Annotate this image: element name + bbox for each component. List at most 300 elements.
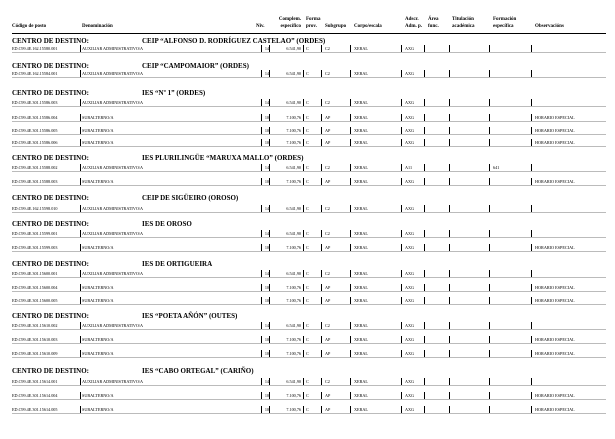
column-divider	[401, 205, 402, 212]
column-divider	[80, 164, 81, 171]
cell-code: ED.C99.4E.301.15588.002	[12, 165, 58, 170]
row-rule	[12, 357, 606, 358]
table-row	[0, 177, 615, 186]
column-divider	[531, 230, 532, 237]
cell-sub: AP	[325, 140, 331, 145]
column-divider	[449, 336, 450, 343]
cell-comp: 7.100,76	[286, 140, 301, 145]
cell-forma: C	[306, 298, 309, 303]
row-rule	[12, 385, 606, 386]
column-divider	[321, 297, 322, 304]
cell-comp: 6.541,90	[286, 271, 301, 276]
column-divider	[424, 164, 425, 171]
column-divider	[321, 164, 322, 171]
column-divider	[303, 139, 304, 146]
cell-forma: C	[306, 245, 309, 250]
column-divider	[321, 205, 322, 212]
column-divider	[321, 139, 322, 146]
cell-niv: 14	[264, 271, 269, 276]
cell-corpo: XERAL	[354, 245, 368, 250]
cell-adscr: AXG	[405, 140, 415, 145]
table-row	[0, 349, 615, 358]
cell-niv: 10	[264, 285, 269, 290]
column-divider	[449, 270, 450, 277]
header-formacion-2: específica	[493, 24, 514, 29]
column-divider	[321, 406, 322, 413]
column-divider	[489, 70, 490, 77]
cell-code: ED.C99.4E.162.15580.001	[12, 46, 58, 51]
column-divider	[449, 99, 450, 106]
cell-adscr: A11	[405, 165, 413, 170]
cell-forma: C	[306, 351, 309, 356]
cell-den: AUXILIAR ADMINISTRATIVO/A	[82, 271, 144, 276]
header-subgrupo: Subgrupo	[325, 24, 347, 29]
centro-destino-label: CENTRO DE DESTINO:	[12, 260, 90, 268]
column-divider	[350, 205, 351, 212]
cell-comp: 7.100,76	[286, 245, 301, 250]
table-row	[0, 335, 615, 344]
column-divider	[80, 336, 81, 343]
cell-obs: HORARIO ESPECIAL	[535, 393, 575, 398]
column-divider	[531, 164, 532, 171]
column-divider	[489, 164, 490, 171]
column-divider	[401, 164, 402, 171]
column-divider	[489, 270, 490, 277]
cell-adscr: AXG	[405, 351, 415, 356]
column-divider	[424, 336, 425, 343]
header-complem-2: específico	[280, 24, 301, 29]
table-header	[0, 0, 615, 36]
column-divider	[321, 350, 322, 357]
cell-forma: C	[306, 46, 309, 51]
cell-corpo: XERAL	[354, 351, 368, 356]
cell-niv: 14	[264, 206, 269, 211]
cell-corpo: XERAL	[354, 379, 368, 384]
cell-comp: 6.541,90	[286, 71, 301, 76]
row-rule	[12, 304, 606, 305]
column-divider	[269, 70, 270, 77]
cell-adscr: AXG	[405, 407, 415, 412]
column-divider	[449, 297, 450, 304]
cell-adscr: AXG	[405, 298, 415, 303]
column-divider	[321, 99, 322, 106]
header-denominacion: Denominación	[82, 24, 113, 29]
column-divider	[449, 392, 450, 399]
column-divider	[269, 45, 270, 52]
header-adscr-1: Adscr.	[405, 17, 419, 22]
cell-niv: 10	[264, 393, 269, 398]
column-divider	[321, 284, 322, 291]
header-titulacion-2: académica	[452, 24, 475, 29]
cell-sub: C2	[325, 46, 330, 51]
column-divider	[269, 336, 270, 343]
cell-adscr: AXG	[405, 71, 415, 76]
cell-forma: C	[306, 271, 309, 276]
column-divider	[269, 270, 270, 277]
column-divider	[80, 406, 81, 413]
column-divider	[303, 205, 304, 212]
cell-code: ED.C99.4E.301.15599.001	[12, 231, 58, 236]
column-divider	[269, 350, 270, 357]
cell-sub: C2	[325, 231, 330, 236]
cell-corpo: XERAL	[354, 165, 368, 170]
cell-den: AUXILIAR ADMINISTRATIVO/A	[82, 46, 144, 51]
table-row	[0, 98, 615, 107]
centro-destino-name: CEIP “ALFONSO D. RODRÍGUEZ CASTELAO” (ORDES)	[142, 37, 326, 45]
row-rule	[12, 251, 606, 252]
header-forma-1: Forma	[306, 17, 321, 22]
column-divider	[401, 336, 402, 343]
column-divider	[350, 178, 351, 185]
cell-comp: 6.541,90	[286, 323, 301, 328]
column-divider	[449, 178, 450, 185]
column-divider	[424, 127, 425, 134]
cell-code: ED.C99.4E.162.15584.001	[12, 71, 58, 76]
column-divider	[531, 99, 532, 106]
table-row	[0, 391, 615, 400]
column-divider	[80, 244, 81, 251]
column-divider	[424, 378, 425, 385]
column-divider	[303, 297, 304, 304]
cell-sub: C2	[325, 323, 330, 328]
centro-destino-label: CENTRO DE DESTINO:	[12, 367, 90, 375]
column-divider	[531, 406, 532, 413]
cell-comp: 7.100,76	[286, 407, 301, 412]
column-divider	[489, 350, 490, 357]
column-divider	[303, 164, 304, 171]
header-observacions: Observacións	[535, 24, 564, 29]
column-divider	[80, 230, 81, 237]
table-row	[0, 113, 615, 122]
cell-sub: AP	[325, 245, 331, 250]
column-divider	[80, 114, 81, 121]
centro-destino-name: IES “POETA AÑÓN” (OUTES)	[142, 312, 238, 320]
cell-sub: C2	[325, 271, 330, 276]
cell-den: AUXILIAR ADMINISTRATIVO/A	[82, 231, 144, 236]
column-divider	[401, 392, 402, 399]
cell-den: SUBALTERNO/A	[82, 179, 114, 184]
column-divider	[449, 139, 450, 146]
column-divider	[350, 297, 351, 304]
row-rule	[12, 77, 606, 78]
table-row	[0, 377, 615, 386]
cell-forma: C	[306, 100, 309, 105]
column-divider	[80, 178, 81, 185]
cell-niv: 14	[264, 231, 269, 236]
column-divider	[489, 322, 490, 329]
column-divider	[489, 205, 490, 212]
cell-forma: C	[306, 206, 309, 211]
row-rule	[12, 212, 606, 213]
centro-destino-label: CENTRO DE DESTINO:	[12, 220, 90, 228]
cell-code: ED.C99.4E.301.15586.006	[12, 140, 58, 145]
column-divider	[321, 178, 322, 185]
column-divider	[321, 270, 322, 277]
cell-comp: 7.100,76	[286, 337, 301, 342]
column-divider	[424, 392, 425, 399]
row-rule	[12, 146, 606, 147]
column-divider	[350, 406, 351, 413]
cell-comp: 7.100,76	[286, 298, 301, 303]
column-divider	[401, 127, 402, 134]
column-divider	[269, 205, 270, 212]
column-divider	[424, 350, 425, 357]
cell-sub: AP	[325, 179, 331, 184]
table-row	[0, 163, 615, 172]
column-divider	[449, 70, 450, 77]
column-divider	[350, 244, 351, 251]
cell-corpo: XERAL	[354, 100, 368, 105]
column-divider	[531, 297, 532, 304]
cell-den: AUXILIAR ADMINISTRATIVO/A	[82, 71, 144, 76]
column-divider	[449, 114, 450, 121]
cell-adscr: AXG	[405, 231, 415, 236]
column-divider	[449, 322, 450, 329]
cell-forma: C	[306, 393, 309, 398]
column-divider	[321, 392, 322, 399]
column-divider	[531, 70, 532, 77]
cell-den: AUXILIAR ADMINISTRATIVO/A	[82, 379, 144, 384]
cell-forma: C	[306, 165, 309, 170]
column-divider	[321, 230, 322, 237]
cell-corpo: XERAL	[354, 298, 368, 303]
table-row	[0, 296, 615, 305]
column-divider	[531, 270, 532, 277]
column-divider	[350, 270, 351, 277]
column-divider	[489, 114, 490, 121]
row-rule	[12, 237, 606, 238]
cell-den: SUBALTERNO/A	[82, 407, 114, 412]
cell-corpo: XERAL	[354, 128, 368, 133]
column-divider	[350, 45, 351, 52]
column-divider	[269, 230, 270, 237]
cell-forma: C	[306, 407, 309, 412]
centro-destino-heading	[12, 194, 606, 204]
column-divider	[449, 45, 450, 52]
column-divider	[424, 230, 425, 237]
table-row	[0, 269, 615, 278]
cell-obs: HORARIO ESPECIAL	[535, 298, 575, 303]
cell-forma: C	[306, 140, 309, 145]
header-area-1: Área	[428, 17, 439, 22]
cell-adscr: AXG	[405, 379, 415, 384]
cell-adscr: AXG	[405, 100, 415, 105]
table-row	[0, 229, 615, 238]
header-corpo: Corpo/escala	[354, 24, 382, 29]
row-rule	[12, 171, 606, 172]
cell-forma: C	[306, 115, 309, 120]
row-rule	[12, 329, 606, 330]
column-divider	[424, 45, 425, 52]
table-row	[0, 126, 615, 135]
centro-destino-name: IES DE OROSO	[142, 220, 192, 228]
column-divider	[449, 284, 450, 291]
cell-den: AUXILIAR ADMINISTRATIVO/A	[82, 323, 144, 328]
cell-den: SUBALTERNO/A	[82, 285, 114, 290]
table-row	[0, 69, 615, 78]
cell-obs: HORARIO ESPECIAL	[535, 245, 575, 250]
cell-niv: 10	[264, 128, 269, 133]
cell-niv: 14	[264, 71, 269, 76]
column-divider	[489, 99, 490, 106]
cell-sub: C2	[325, 206, 330, 211]
column-divider	[80, 297, 81, 304]
column-divider	[80, 205, 81, 212]
cell-niv: 14	[264, 165, 269, 170]
column-divider	[321, 127, 322, 134]
column-divider	[401, 297, 402, 304]
header-rule	[12, 33, 606, 34]
column-divider	[424, 244, 425, 251]
centro-destino-label: CENTRO DE DESTINO:	[12, 194, 90, 202]
column-divider	[449, 205, 450, 212]
centro-destino-name: IES PLURILINGÜE “MARUXA MALLO” (ORDES)	[142, 154, 304, 162]
column-divider	[321, 336, 322, 343]
cell-comp: 6.541,90	[286, 165, 301, 170]
column-divider	[449, 164, 450, 171]
cell-comp: 7.100,76	[286, 285, 301, 290]
column-divider	[321, 378, 322, 385]
column-divider	[401, 99, 402, 106]
header-area-2: func.	[428, 24, 439, 29]
cell-sub: AP	[325, 298, 331, 303]
cell-adscr: AXG	[405, 179, 415, 184]
cell-den: AUXILIAR ADMINISTRATIVO/A	[82, 100, 144, 105]
column-divider	[401, 322, 402, 329]
column-divider	[531, 284, 532, 291]
column-divider	[489, 127, 490, 134]
column-divider	[449, 244, 450, 251]
column-divider	[350, 230, 351, 237]
column-divider	[489, 297, 490, 304]
cell-den: SUBALTERNO/A	[82, 298, 114, 303]
cell-corpo: XERAL	[354, 393, 368, 398]
column-divider	[303, 336, 304, 343]
column-divider	[531, 45, 532, 52]
cell-comp: 6.541,90	[286, 46, 301, 51]
column-divider	[350, 114, 351, 121]
cell-corpo: XERAL	[354, 71, 368, 76]
cell-sub: AP	[325, 407, 331, 412]
row-rule	[12, 291, 606, 292]
cell-niv: 14	[264, 46, 269, 51]
centro-destino-name: IES DE ORTIGUEIRA	[142, 260, 213, 268]
column-divider	[401, 244, 402, 251]
cell-niv: 10	[264, 115, 269, 120]
column-divider	[303, 322, 304, 329]
cell-code: ED.C99.4E.301.15610.009	[12, 351, 58, 356]
column-divider	[80, 350, 81, 357]
cell-sub: AP	[325, 337, 331, 342]
cell-comp: 7.100,76	[286, 351, 301, 356]
column-divider	[269, 284, 270, 291]
centro-destino-label: CENTRO DE DESTINO:	[12, 312, 90, 320]
column-divider	[80, 70, 81, 77]
row-rule	[12, 52, 606, 53]
cell-comp: 6.541,90	[286, 231, 301, 236]
column-divider	[269, 322, 270, 329]
cell-obs: HORARIO ESPECIAL	[535, 179, 575, 184]
cell-corpo: XERAL	[354, 407, 368, 412]
row-rule	[12, 277, 606, 278]
column-divider	[269, 297, 270, 304]
column-divider	[350, 164, 351, 171]
column-divider	[531, 336, 532, 343]
column-divider	[489, 178, 490, 185]
cell-niv: 14	[264, 323, 269, 328]
column-divider	[531, 114, 532, 121]
cell-adscr: AXG	[405, 285, 415, 290]
cell-niv: 14	[264, 379, 269, 384]
cell-comp: 7.100,76	[286, 393, 301, 398]
column-divider	[303, 378, 304, 385]
column-divider	[269, 392, 270, 399]
cell-niv: 10	[264, 351, 269, 356]
column-divider	[321, 322, 322, 329]
column-divider	[350, 284, 351, 291]
column-divider	[531, 205, 532, 212]
column-divider	[401, 378, 402, 385]
centro-destino-heading	[12, 367, 606, 377]
column-divider	[350, 127, 351, 134]
column-divider	[401, 284, 402, 291]
cell-comp: 7.100,76	[286, 115, 301, 120]
cell-code: ED.C99.4E.301.15586.003	[12, 100, 58, 105]
column-divider	[489, 378, 490, 385]
column-divider	[269, 114, 270, 121]
column-divider	[80, 270, 81, 277]
cell-sub: AP	[325, 285, 331, 290]
cell-forma: C	[306, 379, 309, 384]
column-divider	[531, 244, 532, 251]
cell-comp: 7.100,76	[286, 128, 301, 133]
column-divider	[303, 178, 304, 185]
cell-comp: 6.541,90	[286, 379, 301, 384]
cell-obs: HORARIO ESPECIAL	[535, 351, 575, 356]
cell-forma: C	[306, 337, 309, 342]
column-divider	[489, 392, 490, 399]
column-divider	[303, 114, 304, 121]
cell-sub: AP	[325, 115, 331, 120]
header-complem-1: Complem.	[278, 17, 301, 22]
row-rule	[12, 343, 606, 344]
cell-comp: 7.100,76	[286, 179, 301, 184]
column-divider	[269, 406, 270, 413]
cell-code: ED.C99.4E.301.15600.001	[12, 271, 58, 276]
cell-code: ED.C99.4E.301.15600.004	[12, 285, 58, 290]
cell-den: SUBALTERNO/A	[82, 337, 114, 342]
column-divider	[489, 336, 490, 343]
row-rule	[12, 121, 606, 122]
cell-niv: 10	[264, 337, 269, 342]
centro-destino-name: CEIP “CAMPOMAIOR” (ORDES)	[142, 62, 249, 70]
column-divider	[449, 350, 450, 357]
row-rule	[12, 399, 606, 400]
column-divider	[269, 127, 270, 134]
table-row	[0, 283, 615, 292]
cell-code: ED.C99.4E.162.15598.010	[12, 206, 58, 211]
cell-niv: 10	[264, 298, 269, 303]
cell-corpo: XERAL	[354, 140, 368, 145]
column-divider	[303, 127, 304, 134]
cell-adscr: AXG	[405, 128, 415, 133]
cell-corpo: XERAL	[354, 337, 368, 342]
cell-form: 641	[493, 165, 500, 170]
centro-destino-label: CENTRO DE DESTINO:	[12, 37, 90, 45]
centro-destino-label: CENTRO DE DESTINO:	[12, 89, 90, 97]
cell-adscr: AXG	[405, 337, 415, 342]
column-divider	[401, 70, 402, 77]
